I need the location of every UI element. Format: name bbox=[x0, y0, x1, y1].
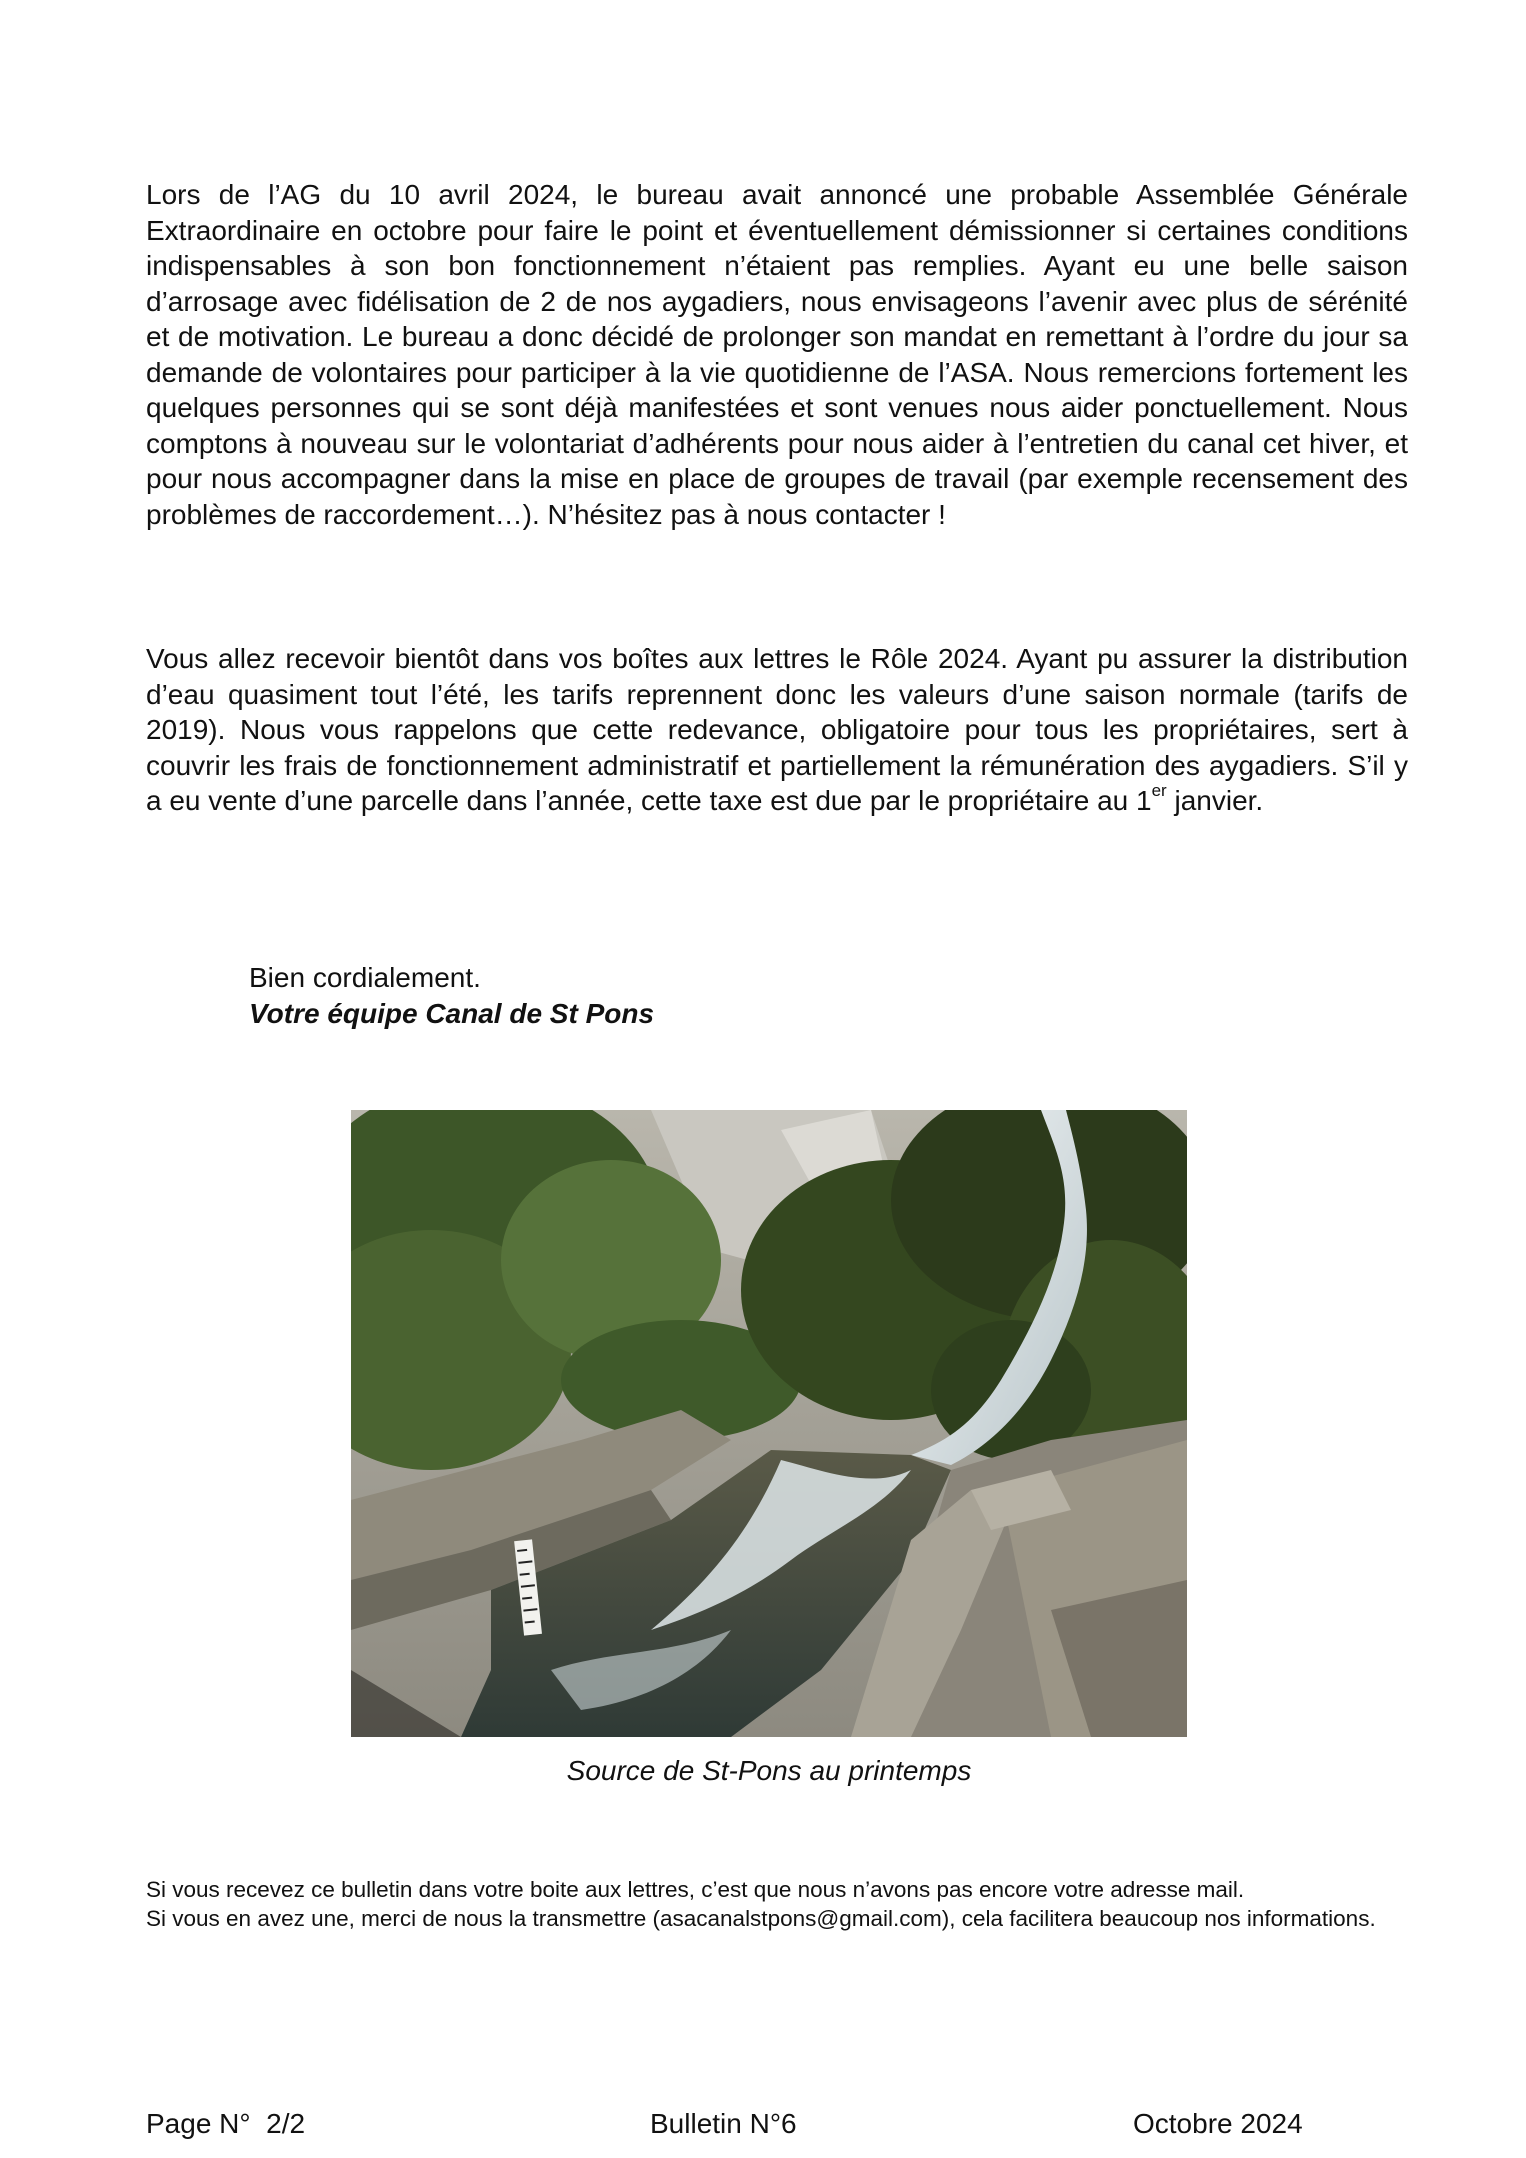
closing-greeting: Bien cordialement. bbox=[249, 962, 481, 993]
paragraph-role-2024-text: Vous allez recevoir bientôt dans vos boîtes aux lettres le Rôle 2024. Ayant pu assurer la distribution d’eau quasiment tout l’été, les tarifs reprennent donc les valeurs d’une saison normale (tarifs de 2019). Nous vous rappelons que cette redevance, obligatoire pour tous les propriétaires, sert à couvrir les frais de fonctionnement administratif et partiellement la rémunération des aygadiers. S’il y a eu vente d’une parcelle dans l’année, cette taxe est due par le propriétaire au 1 bbox=[146, 643, 1408, 816]
signature: Votre équipe Canal de St Pons bbox=[249, 998, 655, 1029]
email-note-line-2: Si vous en avez une, merci de nous la transmettre (asacanalstpons@gmail.com), cela facilitera beaucoup nos informations. bbox=[146, 1905, 1376, 1931]
paragraph-ag-update-text: Lors de l’AG du 10 avril 2024, le bureau avait annoncé une probable Assemblée Générale Extraordinaire en octobre pour faire le point et éventuellement démissionner si certaines conditions indispensables à son bon fonctionnement n’étaient pas remplies. Ayant eu une belle saison d’arrosage avec fidélisation de 2 de nos aygadiers, nous envisageons l’avenir avec plus de sérénité et de motivation. Le bureau a donc décidé de prolonger son mandat en remettant à l’ordre du jour sa demande de volontaires pour participer à la vie quotidienne de l’ASA. Nous remercions fortement les quelques personnes qui se sont déjà manifestées et sont venues nous aider ponctuellement. Nous comptons à nouveau sur le volontariat d’adhérents pour nous aider à l’entretien du canal cet hiver, et pour nous accompagner dans la mise en place de groupes de travail (par exemple recensement des problèmes de raccordement…). N’hésitez pas à nous contacter ! bbox=[146, 179, 1408, 530]
footer-page-number: Page N° 2/2 bbox=[146, 2108, 306, 2139]
superscript-er: er bbox=[1151, 780, 1167, 800]
photo-caption: Source de St-Pons au printemps bbox=[566, 1755, 972, 1786]
email-note-line-1: Si vous recevez ce bulletin dans votre boite aux lettres, c’est que nous n’avons pas encore votre adresse mail. bbox=[146, 1877, 1245, 1902]
source-photo bbox=[351, 1110, 1187, 1737]
paragraph-role-2024-end: janvier. bbox=[1166, 785, 1264, 816]
email-note bbox=[146, 1876, 1408, 1933]
paragraph-ag-update bbox=[146, 177, 1408, 532]
footer-bulletin-number: Bulletin N°6 bbox=[650, 2108, 797, 2139]
footer-date: Octobre 2024 bbox=[1133, 2108, 1303, 2139]
paragraph-role-2024 bbox=[146, 641, 1408, 819]
